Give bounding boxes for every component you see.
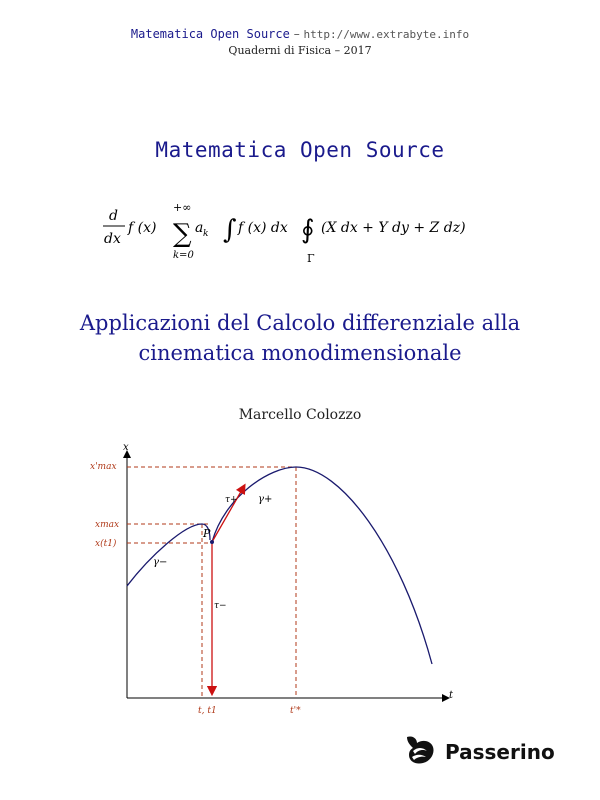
sum-upper-limit: +∞	[173, 201, 192, 214]
label-xmax-prime: x'max	[90, 462, 117, 472]
contour-integral-sign: ∮	[301, 215, 315, 245]
book-title-line-2: cinematica monodimensionale	[138, 341, 462, 365]
passerino-bird-logo-icon	[403, 733, 439, 771]
axis-t-label: t	[449, 690, 454, 701]
label-tau-minus: τ−	[214, 601, 227, 611]
contour-integral-body: (X dx + Y dy + Z dz)	[321, 220, 466, 236]
header-line	[0, 26, 600, 43]
publisher-brand[interactable]	[403, 734, 555, 770]
kinematics-figure	[0, 436, 600, 726]
label-gamma-minus: γ−	[153, 557, 168, 568]
publisher-name: Passerino	[445, 740, 555, 764]
label-point-p: P	[203, 527, 211, 540]
point-p-marker	[210, 540, 214, 544]
label-t-star: t'*	[290, 706, 301, 716]
label-gamma-plus: γ+	[258, 494, 273, 505]
header-url[interactable]: http://www.extrabyte.info	[303, 28, 470, 41]
figure-svg	[0, 436, 600, 726]
header-subtitle: Quaderni di Fisica – 2017	[228, 44, 372, 57]
contour-label: Γ	[307, 252, 315, 265]
formula-svg	[95, 196, 515, 274]
derivative-argument: f (x)	[128, 220, 157, 236]
author-name: Marcello Colozzo	[238, 407, 362, 423]
derivative-numerator: d	[109, 208, 118, 224]
header-series: Matematica Open Source	[130, 27, 290, 41]
header-separator: –	[293, 27, 300, 41]
sum-term-subscript: k	[203, 229, 209, 239]
axis-x-label: x	[123, 442, 129, 453]
label-x-t1: x(t1)	[95, 539, 117, 549]
book-title-line-1: Applicazioni del Calcolo differenziale alla	[79, 311, 521, 335]
integral-sign: ∫	[223, 215, 237, 245]
series-title: Matematica Open Source	[155, 138, 445, 162]
sum-sign: ∑	[173, 219, 192, 249]
formula-banner	[95, 196, 515, 274]
curve-gamma-minus	[127, 524, 210, 586]
curve-gamma-plus	[212, 467, 432, 664]
sum-term: a	[195, 220, 204, 236]
label-tau-plus: τ+	[225, 495, 238, 505]
label-t-t1: t, t1	[198, 706, 217, 716]
page-header	[0, 26, 600, 59]
label-xmax: xmax	[95, 520, 120, 530]
integral-body: f (x) dx	[238, 220, 288, 236]
derivative-denominator: dx	[104, 231, 121, 247]
sum-lower-limit: k=0	[173, 250, 194, 261]
book-title	[0, 308, 600, 368]
